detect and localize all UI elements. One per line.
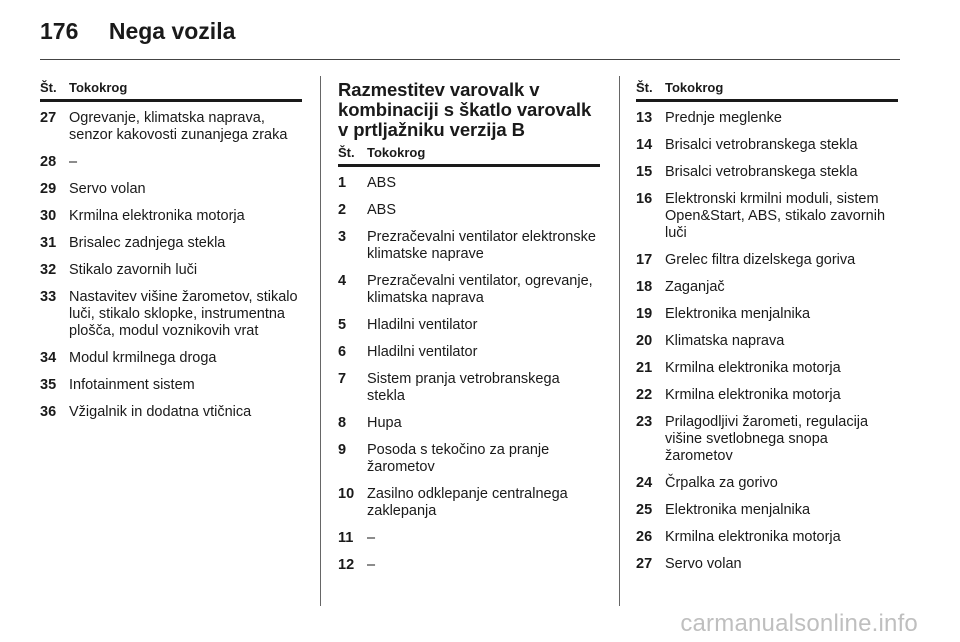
fuse-number: 7 — [338, 371, 347, 387]
fuse-number: 21 — [636, 360, 653, 376]
table-header — [40, 80, 302, 102]
fuse-number: 19 — [636, 306, 653, 322]
table-header — [338, 145, 600, 167]
fuse-number: 2 — [338, 202, 347, 218]
circuit-description: Nastavitev višine žarometov, stikalo luči, stikalo sklopke, instrumentna plošča, modul voznikovih vrat — [69, 289, 298, 339]
fuse-number: 27 — [636, 556, 653, 572]
fuse-number: 25 — [636, 502, 653, 518]
fuse-number: 15 — [636, 164, 653, 180]
circuit-description: Brisalci vetrobranskega stekla — [665, 164, 858, 180]
circuit-description: Prilagodljivi žarometi, regulacija višine svetlobnega snopa žarometov — [665, 414, 869, 464]
circuit-description: ABS — [367, 202, 397, 218]
column-divider — [619, 76, 620, 606]
table-row — [636, 164, 898, 181]
fuse-number: 35 — [40, 377, 57, 393]
table-rows — [40, 110, 302, 421]
fuse-number: 23 — [636, 414, 653, 430]
circuit-description: Hladilni ventilator — [367, 317, 478, 333]
circuit-description: – — [367, 530, 376, 546]
table-row — [636, 387, 898, 404]
page-title: Nega vozila — [108, 18, 236, 44]
header-number: Št. — [636, 80, 653, 95]
fuse-number: 36 — [40, 404, 57, 420]
fuse-number: 9 — [338, 442, 347, 458]
circuit-description: Hupa — [367, 415, 402, 431]
table-row — [636, 279, 898, 296]
circuit-description: Brisalci vetrobranskega stekla — [665, 137, 858, 153]
fuse-number: 3 — [338, 229, 347, 245]
header-divider — [40, 59, 900, 60]
circuit-description: Brisalec zadnjega stekla — [69, 235, 226, 251]
table-header — [636, 80, 898, 102]
circuit-description: – — [367, 557, 376, 573]
fuse-number: 4 — [338, 273, 347, 289]
page-header — [40, 18, 235, 45]
fuse-number: 18 — [636, 279, 653, 295]
circuit-description: Modul krmilnega droga — [69, 350, 217, 366]
table-row — [636, 252, 898, 269]
fuse-number: 30 — [40, 208, 57, 224]
table-row — [636, 475, 898, 492]
table-rows — [636, 110, 898, 573]
table-row — [40, 154, 302, 171]
table-row — [40, 262, 302, 279]
circuit-description: Ogrevanje, klimatska naprava, senzor kakovosti zunanjega zraka — [69, 110, 288, 143]
circuit-description: Vžigalnik in dodatna vtičnica — [69, 404, 252, 420]
circuit-description: Prezračevalni ventilator elektronske klimatske naprave — [367, 229, 596, 262]
fuse-table-col3 — [636, 80, 898, 583]
table-rows — [338, 175, 600, 574]
table-row — [40, 404, 302, 421]
table-row — [636, 137, 898, 154]
fuse-number: 10 — [338, 486, 355, 502]
watermark: carmanualsonline.info — [680, 610, 918, 637]
circuit-description: Prezračevalni ventilator, ogrevanje, klimatska naprava — [367, 273, 593, 306]
fuse-number: 24 — [636, 475, 653, 491]
header-number: Št. — [338, 145, 355, 160]
table-row — [338, 175, 600, 192]
fuse-table-col2 — [338, 80, 600, 584]
circuit-description: Prednje meglenke — [665, 110, 782, 126]
fuse-number: 1 — [338, 175, 347, 191]
fuse-number: 8 — [338, 415, 347, 431]
table-row — [338, 415, 600, 432]
fuse-number: 32 — [40, 262, 57, 278]
fuse-number: 31 — [40, 235, 57, 251]
table-row — [40, 208, 302, 225]
circuit-description: Elektronika menjalnika — [665, 502, 811, 518]
page-number: 176 — [40, 18, 79, 44]
circuit-description: Elektronika menjalnika — [665, 306, 811, 322]
table-row — [338, 557, 600, 574]
column-divider — [320, 76, 321, 606]
table-row — [636, 360, 898, 377]
header-circuit: Tokokrog — [367, 145, 426, 160]
fuse-number: 5 — [338, 317, 347, 333]
table-row — [338, 229, 600, 263]
table-row — [40, 377, 302, 394]
circuit-description: Črpalka za gorivo — [665, 475, 778, 491]
fuse-number: 34 — [40, 350, 57, 366]
circuit-description: Infotainment sistem — [69, 377, 195, 393]
table-row — [338, 371, 600, 405]
table-row — [40, 235, 302, 252]
table-row — [636, 556, 898, 573]
table-row — [338, 486, 600, 520]
header-number: Št. — [40, 80, 57, 95]
circuit-description: Klimatska naprava — [665, 333, 785, 349]
fuse-number: 20 — [636, 333, 653, 349]
table-row — [338, 530, 600, 547]
circuit-description: Krmilna elektronika motorja — [69, 208, 245, 224]
circuit-description: Elektronski krmilni moduli, sistem Open&Start, ABS, stikalo zavornih luči — [665, 191, 886, 241]
fuse-number: 12 — [338, 557, 355, 573]
fuse-number: 26 — [636, 529, 653, 545]
circuit-description: Krmilna elektronika motorja — [665, 360, 841, 376]
circuit-description: Posoda s tekočino za pranje žarometov — [367, 442, 550, 475]
section-title: Razmestitev varovalk v kombinaciji s škatlo varovalk v prtljažniku verzija B — [338, 79, 592, 140]
table-row — [40, 181, 302, 198]
fuse-number: 33 — [40, 289, 57, 305]
circuit-description: – — [69, 154, 78, 170]
fuse-table-col1 — [40, 80, 302, 431]
fuse-number: 28 — [40, 154, 57, 170]
header-circuit: Tokokrog — [69, 80, 128, 95]
table-row — [40, 350, 302, 367]
table-row — [636, 529, 898, 546]
fuse-number: 29 — [40, 181, 57, 197]
circuit-description: Stikalo zavornih luči — [69, 262, 198, 278]
circuit-description: Zaganjač — [665, 279, 725, 295]
table-row — [636, 191, 898, 242]
circuit-description: Hladilni ventilator — [367, 344, 478, 360]
fuse-number: 27 — [40, 110, 57, 126]
fuse-number: 17 — [636, 252, 653, 268]
table-row — [338, 344, 600, 361]
circuit-description: Zasilno odklepanje centralnega zaklepanja — [367, 486, 568, 519]
table-row — [636, 110, 898, 127]
circuit-description: Servo volan — [665, 556, 742, 572]
circuit-description: Krmilna elektronika motorja — [665, 387, 841, 403]
circuit-description: Grelec filtra dizelskega goriva — [665, 252, 856, 268]
fuse-number: 6 — [338, 344, 347, 360]
table-row — [636, 333, 898, 350]
table-row — [338, 317, 600, 334]
table-row — [636, 502, 898, 519]
circuit-description: Krmilna elektronika motorja — [665, 529, 841, 545]
circuit-description: ABS — [367, 175, 397, 191]
table-row — [338, 273, 600, 307]
circuit-description: Sistem pranja vetrobranskega stekla — [367, 371, 560, 404]
table-row — [40, 289, 302, 340]
fuse-number: 13 — [636, 110, 653, 126]
table-row — [636, 414, 898, 465]
table-row — [636, 306, 898, 323]
table-row — [40, 110, 302, 144]
fuse-number: 11 — [338, 530, 354, 546]
table-row — [338, 442, 600, 476]
fuse-number: 22 — [636, 387, 653, 403]
fuse-number: 16 — [636, 191, 653, 207]
fuse-number: 14 — [636, 137, 653, 153]
circuit-description: Servo volan — [69, 181, 146, 197]
table-row — [338, 202, 600, 219]
header-circuit: Tokokrog — [665, 80, 724, 95]
